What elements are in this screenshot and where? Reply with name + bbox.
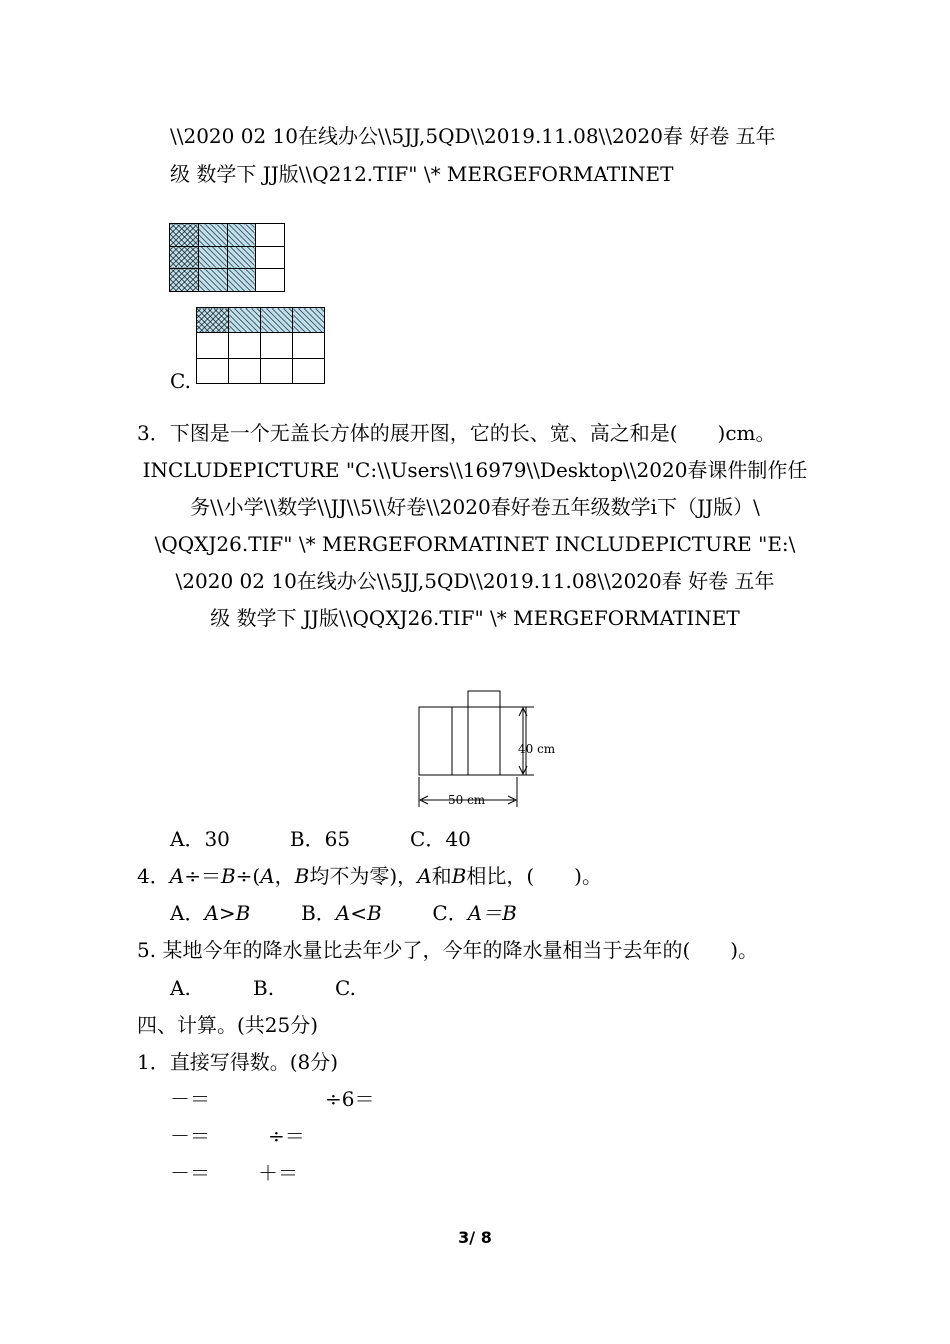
path-text-line: \2020 02 10在线办公\\5JJ,5QD\\2019.11.08\\2020春 好卷 五年 <box>175 569 775 593</box>
page-number: 3/ 8 <box>458 1228 492 1247</box>
question-5-option-b: B. <box>253 976 275 1000</box>
section-4-title: 四、计算。(共25分) <box>137 1013 319 1037</box>
calc-item: ＋＝ <box>258 1161 298 1185</box>
option-c-label: C. <box>170 369 191 393</box>
question-5-option-a: A. <box>170 976 191 1000</box>
question-5-option-c: C. <box>335 976 356 1000</box>
cuboid-net-diagram <box>410 685 570 815</box>
section-4-question-1: 1．直接写得数。(8分) <box>137 1050 339 1074</box>
question-4-stem: 4．A÷＝B÷(A，B均不为零)，A和B相比，( )。 <box>137 864 602 888</box>
height-label: 40 cm <box>518 742 556 756</box>
calc-item: ÷6＝ <box>325 1087 375 1111</box>
fraction-grid-lower <box>196 307 325 384</box>
fraction-grid-upper <box>169 223 285 292</box>
question-3-options: A．30 B．65 C．40 <box>170 827 471 851</box>
path-text-line: 级 数学下 JJ版\\QQXJ26.TIF" \* MERGEFORMATINET <box>210 606 740 630</box>
question-4-options: A．A>B B．A<B C．A＝B <box>170 901 517 925</box>
path-text-line: INCLUDEPICTURE "C:\\Users\\16979\\Desktop\\2020春课件制作任 <box>142 458 808 482</box>
calc-item: －＝ <box>170 1087 210 1111</box>
calc-item: －＝ <box>170 1161 210 1185</box>
question-3-stem: 3．下图是一个无盖长方体的展开图，它的长、宽、高之和是( )cm。 <box>137 421 776 445</box>
question-5-stem: 5. 某地今年的降水量比去年少了，今年的降水量相当于去年的( )。 <box>137 938 759 962</box>
calc-item: －＝ <box>170 1124 210 1148</box>
width-label: 50 cm <box>448 793 486 807</box>
calc-item: ÷＝ <box>268 1124 305 1148</box>
path-text-line: \\2020 02 10在线办公\\5JJ,5QD\\2019.11.08\\2020春 好卷 五年 <box>170 124 776 148</box>
path-text-line: \QQXJ26.TIF" \* MERGEFORMATINET INCLUDEPICTURE "E:\ <box>154 532 796 556</box>
path-text-line: 务\\小学\\数学\\JJ\\5\\好卷\\2020春好卷五年级数学i下（JJ版）\ <box>190 495 760 519</box>
path-text-line: 级 数学下 JJ版\\Q212.TIF" \* MERGEFORMATINET <box>170 162 674 186</box>
